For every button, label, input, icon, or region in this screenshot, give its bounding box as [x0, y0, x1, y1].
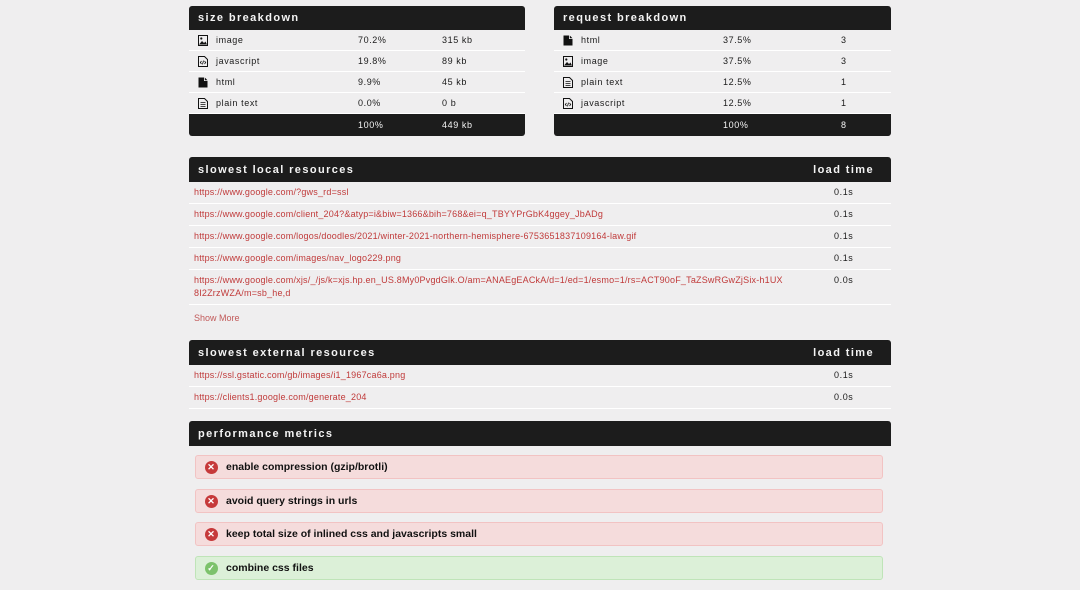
slowest-external-header	[189, 340, 891, 365]
metric-label: enable compression (gzip/brotli)	[226, 461, 388, 473]
slowest-local-title: slowest local resources	[198, 163, 355, 176]
load-time: 0.1s	[834, 370, 854, 380]
size-breakdown-title: size breakdown	[198, 12, 300, 24]
resource-link[interactable]: https://www.google.com/?gws_rd=ssl	[194, 187, 349, 197]
request-row-name: javascript	[581, 98, 626, 108]
resource-link[interactable]: https://clients1.google.com/generate_204	[194, 392, 367, 402]
request-row-name: image	[581, 56, 609, 66]
show-more-link[interactable]: Show More	[194, 313, 240, 323]
request-row-count: 3	[841, 56, 847, 66]
request-row-javascript	[554, 93, 891, 114]
request-row-image	[554, 51, 891, 72]
size-row-plain-text	[189, 93, 525, 114]
check-icon: ✓	[196, 562, 226, 575]
file-icon	[189, 77, 216, 88]
request-breakdown-panel	[554, 6, 891, 136]
code-file-icon	[554, 98, 581, 109]
table-row	[189, 248, 891, 270]
size-total-size: 449 kb	[442, 120, 473, 130]
metric-item[interactable]	[195, 455, 883, 479]
table-row	[189, 365, 891, 387]
size-row-pct: 70.2%	[358, 35, 387, 45]
load-time-header: load time	[813, 163, 874, 176]
request-row-name: html	[581, 35, 601, 45]
slowest-external-panel	[189, 340, 891, 409]
size-breakdown-total	[189, 114, 525, 136]
size-row-pct: 19.8%	[358, 56, 387, 66]
slowest-local-panel	[189, 157, 891, 331]
size-breakdown-rows	[189, 30, 525, 114]
size-breakdown-header	[189, 6, 525, 30]
size-row-size: 45 kb	[442, 77, 468, 87]
request-total-count: 8	[841, 120, 847, 130]
performance-metrics-title: performance metrics	[198, 427, 334, 440]
performance-metrics-header	[189, 421, 891, 446]
size-row-size: 89 kb	[442, 56, 468, 66]
load-time: 0.0s	[834, 275, 854, 285]
size-row-image	[189, 30, 525, 51]
image-icon	[554, 56, 581, 67]
request-row-pct: 12.5%	[723, 98, 752, 108]
size-row-name: plain text	[216, 98, 259, 108]
table-row	[189, 387, 891, 409]
request-row-pct: 12.5%	[723, 77, 752, 87]
load-time: 0.1s	[834, 209, 854, 219]
size-row-javascript	[189, 51, 525, 72]
request-row-count: 1	[841, 77, 847, 87]
text-file-icon	[554, 77, 581, 88]
size-row-name: image	[216, 35, 244, 45]
size-breakdown-panel	[189, 6, 525, 136]
size-row-size: 0 b	[442, 98, 457, 108]
request-row-name: plain text	[581, 77, 624, 87]
slowest-local-header	[189, 157, 891, 182]
file-icon	[554, 35, 581, 46]
resource-link[interactable]: https://www.google.com/logos/doodles/2021/winter-2021-northern-hemisphere-6753651837109164-law.gif	[194, 231, 637, 241]
table-row	[189, 270, 891, 305]
request-breakdown-title: request breakdown	[563, 12, 688, 24]
size-total-pct: 100%	[358, 120, 384, 130]
metric-item[interactable]	[195, 556, 883, 580]
table-row	[189, 204, 891, 226]
table-row	[189, 182, 891, 204]
size-row-size: 315 kb	[442, 35, 473, 45]
request-row-pct: 37.5%	[723, 56, 752, 66]
resource-link[interactable]: https://ssl.gstatic.com/gb/images/i1_1967ca6a.png	[194, 370, 406, 380]
load-time: 0.1s	[834, 187, 854, 197]
size-row-pct: 0.0%	[358, 98, 381, 108]
metric-label: combine css files	[226, 562, 314, 574]
slowest-external-title: slowest external resources	[198, 346, 376, 359]
request-row-plain-text	[554, 72, 891, 93]
request-row-count: 3	[841, 35, 847, 45]
load-time: 0.0s	[834, 392, 854, 402]
resource-link[interactable]: https://www.google.com/client_204?&atyp=i&biw=1366&bih=768&ei=q_TBYYPrGbK4ggey_JbADg	[194, 209, 604, 219]
size-row-pct: 9.9%	[358, 77, 381, 87]
error-icon: ✕	[196, 461, 226, 474]
request-breakdown-rows	[554, 30, 891, 114]
load-time: 0.1s	[834, 231, 854, 241]
load-time: 0.1s	[834, 253, 854, 263]
size-row-name: javascript	[216, 56, 261, 66]
code-file-icon	[189, 56, 216, 67]
metric-label: avoid query strings in urls	[226, 495, 358, 507]
resource-link[interactable]: https://www.google.com/xjs/_/js/k=xjs.hp.en_US.8My0PvgdGlk.O/am=ANAEgEACkA/d=1/ed=1/esmo=1/rs=ACT90oF_TaZSwRGwZjSix-h1UX8I2ZrzWZA/m=sb_he,d	[194, 275, 783, 298]
text-file-icon	[189, 98, 216, 109]
request-row-html	[554, 30, 891, 51]
request-breakdown-header	[554, 6, 891, 30]
size-row-html	[189, 72, 525, 93]
metric-item[interactable]	[195, 489, 883, 513]
request-row-count: 1	[841, 98, 847, 108]
image-icon	[189, 35, 216, 46]
metric-item[interactable]	[195, 522, 883, 546]
resource-link[interactable]: https://www.google.com/images/nav_logo229.png	[194, 253, 402, 263]
metric-label: keep total size of inlined css and javascripts small	[226, 528, 477, 540]
request-row-pct: 37.5%	[723, 35, 752, 45]
size-row-name: html	[216, 77, 236, 87]
request-total-pct: 100%	[723, 120, 749, 130]
request-breakdown-total	[554, 114, 891, 136]
load-time-header: load time	[813, 346, 874, 359]
table-row	[189, 226, 891, 248]
error-icon: ✕	[196, 495, 226, 508]
error-icon: ✕	[196, 528, 226, 541]
